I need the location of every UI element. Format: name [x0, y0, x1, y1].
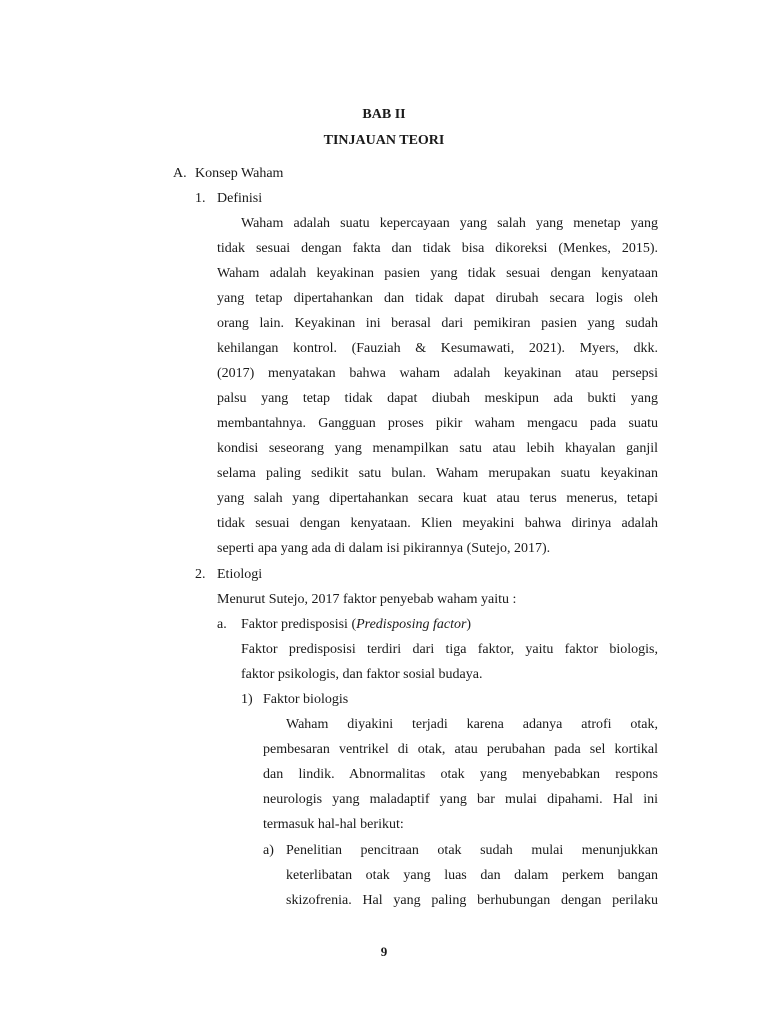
section-a-title: Konsep Waham [195, 166, 284, 181]
paragraph-line: selama paling sedikit satu bulan. Waham merupakan suatu keyakinan [217, 466, 658, 481]
paragraph-line: Faktor predisposisi terdiri dari tiga faktor, yaitu faktor biologis, [241, 642, 658, 657]
paragraph-line: Waham adalah suatu kepercayaan yang salah yang menetap yang [241, 216, 658, 231]
item-1-marker: 1. [195, 191, 206, 206]
paragraph-line: membantahnya. Gangguan proses pikir waham mengacu pada suatu [217, 416, 658, 431]
paragraph-line: (2017) menyatakan bahwa waham adalah keyakinan atau persepsi [217, 366, 658, 381]
paragraph-line: yang salah yang dipertahankan secara kuat atau terus menerus, tetapi [217, 491, 658, 506]
item-2-title: Etiologi [217, 567, 263, 582]
paragraph-line: tidak sesuai dengan fakta dan tidak bisa dikoreksi (Menkes, 2015). [217, 241, 658, 256]
paragraph-line: dan lindik. Abnormalitas otak yang menyebabkan respons [263, 767, 658, 782]
page-number: 9 [380, 944, 388, 959]
chapter-title: TINJAUAN TEORI [323, 133, 445, 148]
paragraph-line: yang tetap dipertahankan dan tidak dapat dirubah secara logis oleh [217, 291, 658, 306]
paragraph-line: kondisi seseorang yang menampilkan satu atau lebih khayalan ganjil [217, 441, 658, 456]
paragraph-line-last: seperti apa yang ada di dalam isi pikirannya (Sutejo, 2017). [217, 541, 551, 556]
paragraph-line: keterlibatan otak yang luas dan dalam perkem bangan [286, 868, 658, 883]
sub-a-title-plain: Faktor predisposisi ( [241, 617, 357, 632]
chapter-heading: BAB II [362, 107, 406, 122]
paragraph-line: Waham diyakini terjadi karena adanya atrofi otak, [286, 717, 658, 732]
paragraph-line: pembesaran ventrikel di otak, atau perubahan pada sel kortikal [263, 742, 658, 757]
sub-a-paren-marker: a) [263, 843, 274, 858]
section-a-marker: A. [173, 166, 187, 181]
item-2-marker: 2. [195, 567, 206, 582]
paragraph-line-last: faktor psikologis, dan faktor sosial budaya. [241, 667, 483, 682]
paragraph-line: skizofrenia. Hal yang paling berhubungan dengan perilaku [286, 893, 658, 908]
paragraph-line: orang lain. Keyakinan ini berasal dari pemikiran pasien yang sudah [217, 316, 658, 331]
sub-a-title-close: ) [466, 617, 472, 632]
item-2-intro: Menurut Sutejo, 2017 faktor penyebab waham yaitu : [217, 592, 517, 607]
paragraph-line: kehilangan kontrol. (Fauziah & Kesumawati, 2021). Myers, dkk. [217, 341, 658, 356]
paragraph-line: neurologis yang maladaptif yang bar mulai dipahami. Hal ini [263, 792, 658, 807]
paragraph-line: Penelitian pencitraan otak sudah mulai menunjukkan [286, 843, 658, 858]
sub-a-title-italic: Predisposing factor [356, 617, 467, 632]
paragraph-line-last: termasuk hal-hal berikut: [263, 817, 404, 832]
paragraph-line: tidak sesuai dengan kenyataan. Klien meyakini bahwa dirinya adalah [217, 516, 658, 531]
paragraph-line: Waham adalah keyakinan pasien yang tidak sesuai dengan kenyataan [217, 266, 658, 281]
sub-1-title: Faktor biologis [263, 692, 349, 707]
sub-a-title [241, 617, 471, 633]
sub-a-marker: a. [217, 617, 227, 632]
sub-1-marker: 1) [241, 692, 253, 707]
item-1-title: Definisi [217, 191, 263, 206]
paragraph-line: palsu yang tetap tidak dapat diubah meskipun ada bukti yang [217, 391, 658, 406]
